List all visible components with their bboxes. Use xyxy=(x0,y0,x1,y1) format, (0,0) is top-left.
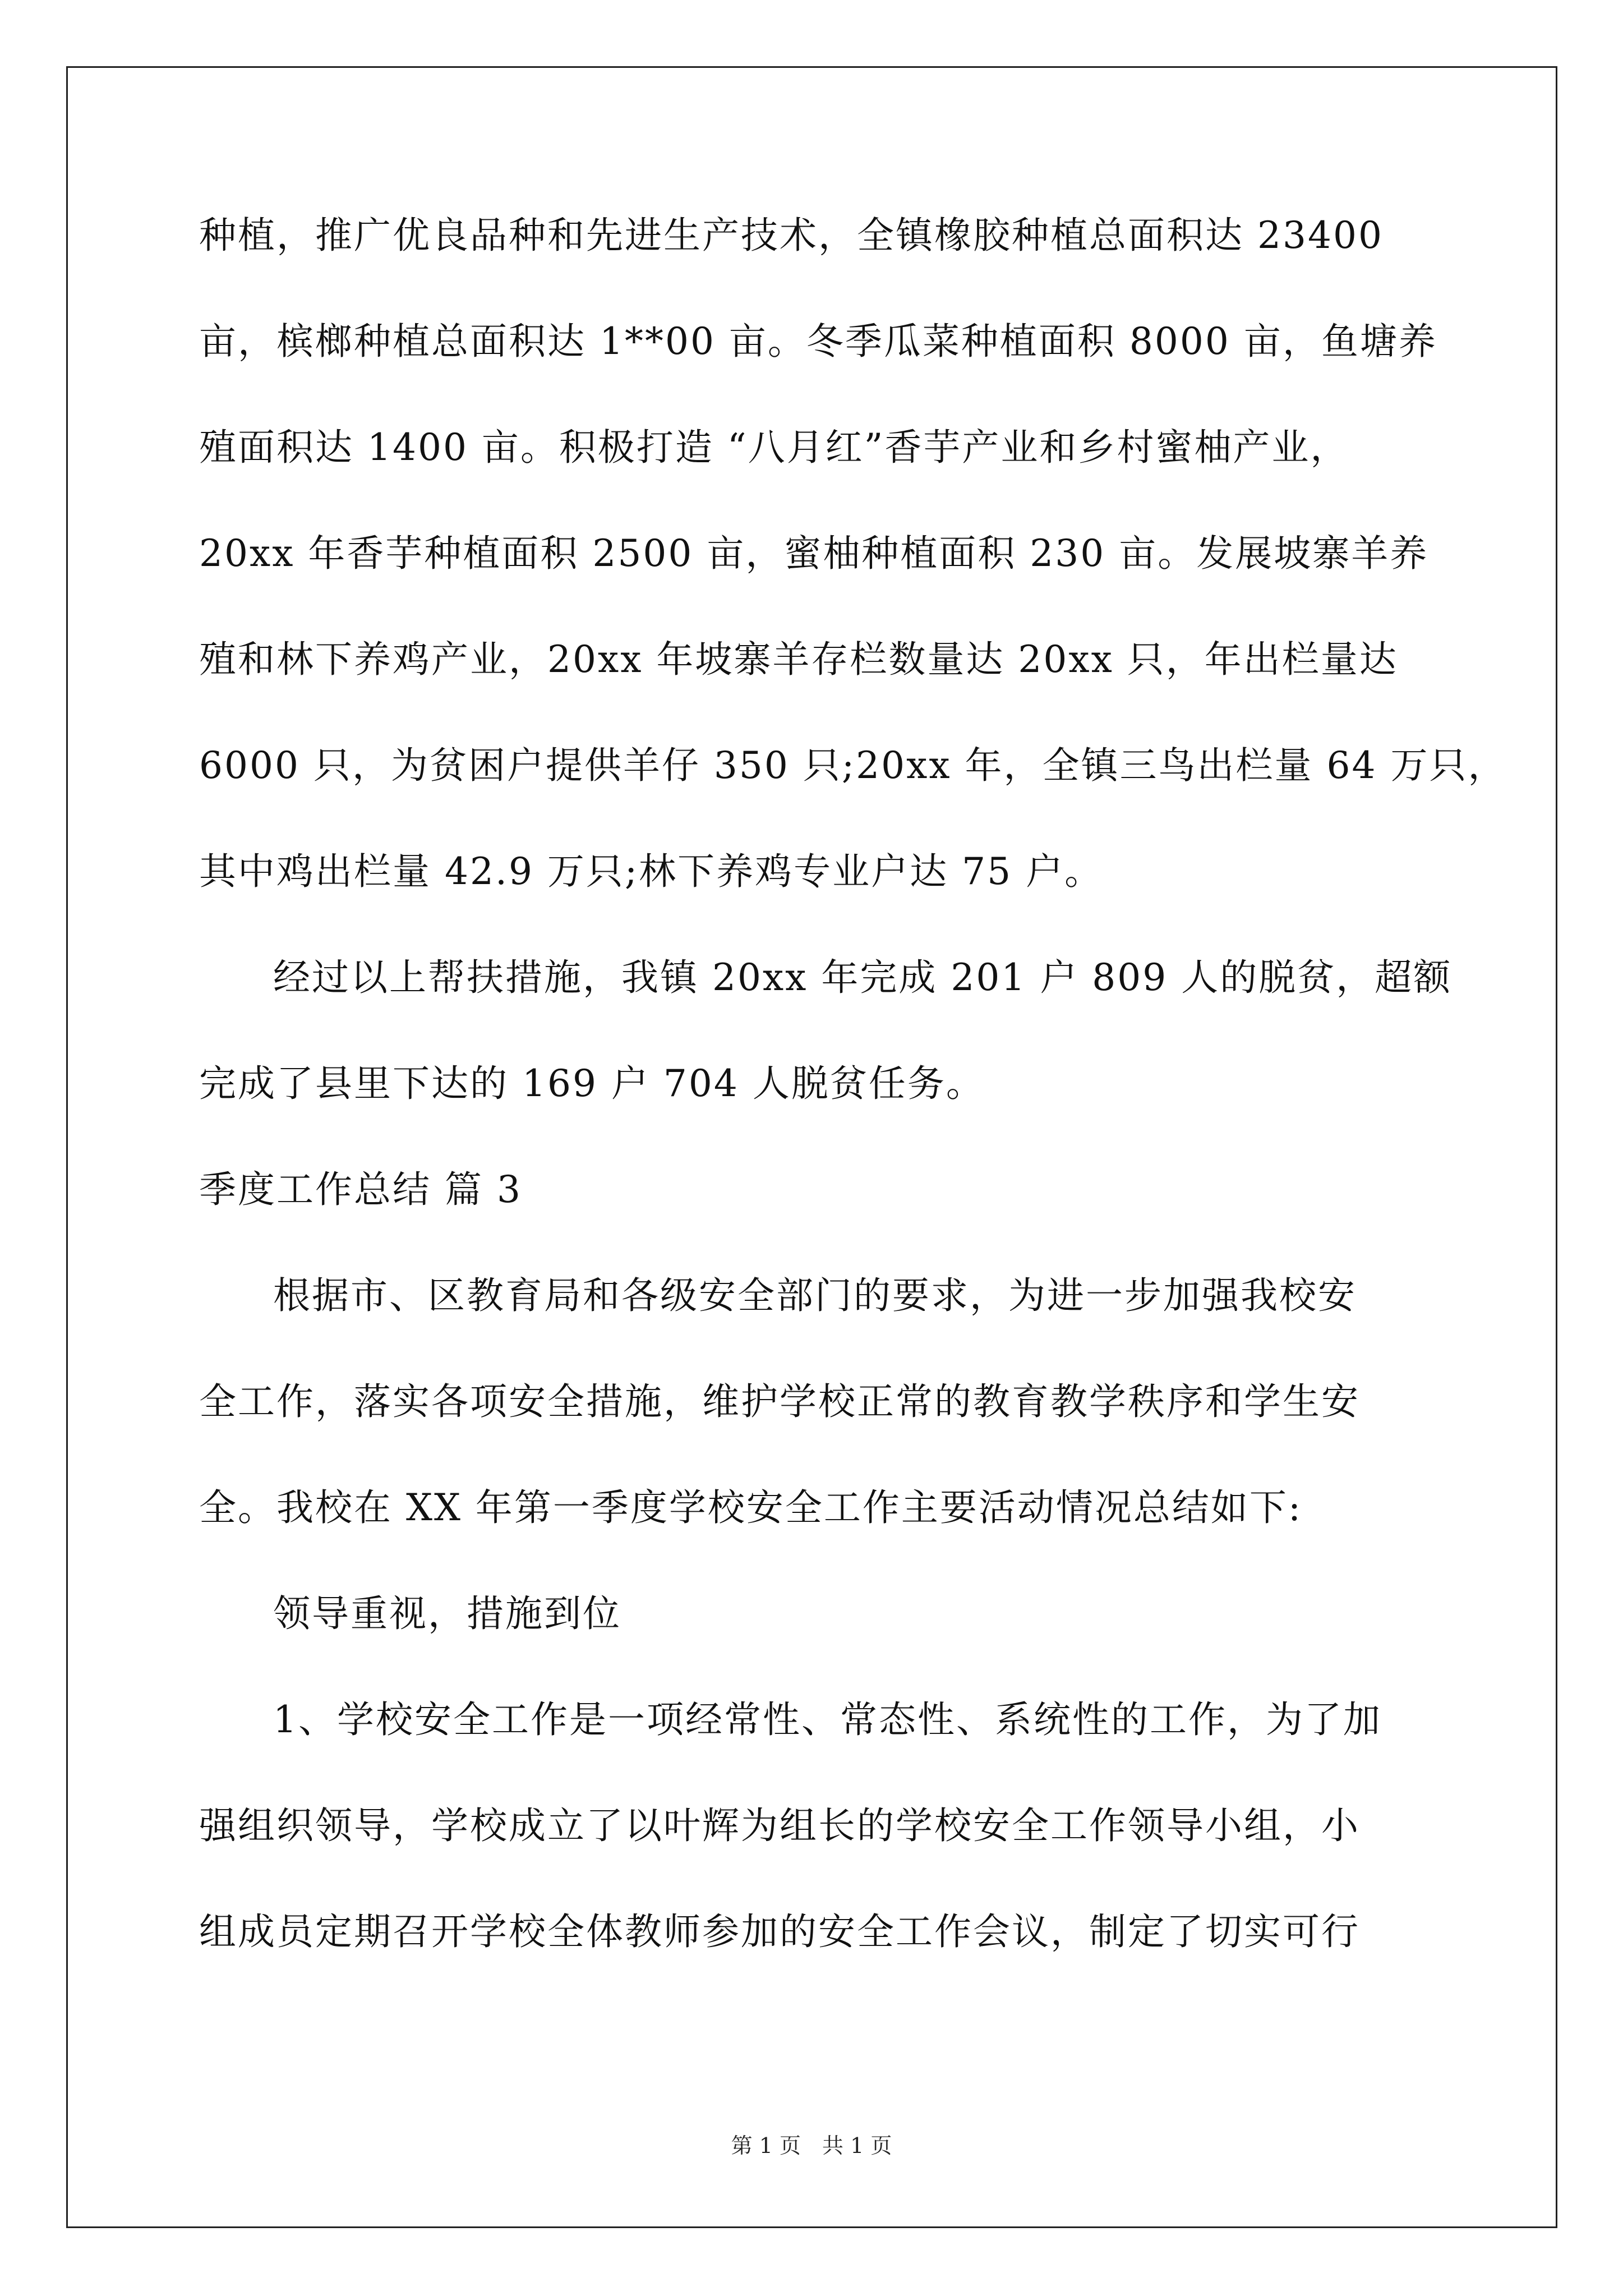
page-footer: 第 1 页 共 1 页 xyxy=(731,2133,892,2158)
text-line: 全。我校在 XX 年第一季度学校安全工作主要活动情况总结如下: xyxy=(199,1486,1303,1529)
paragraph-start-line: 1、学校安全工作是一项经常性、常态性、系统性的工作，为了加 xyxy=(273,1698,1382,1741)
paragraph-start-line: 经过以上帮扶措施，我镇 20xx 年完成 201 户 809 人的脱贫，超额 xyxy=(273,956,1453,999)
text-line: 全工作，落实各项安全措施，维护学校正常的教育教学秩序和学生安 xyxy=(199,1380,1360,1423)
text-line: 组成员定期召开学校全体教师参加的安全工作会议，制定了切实可行 xyxy=(199,1910,1360,1953)
text-line: 6000 只，为贫困户提供羊仔 350 只;20xx 年，全镇三鸟出栏量 64 万只， xyxy=(199,744,1507,787)
text-line: 20xx 年香芋种植面积 2500 亩，蜜柚种植面积 230 亩。发展坡寨羊养 xyxy=(199,532,1429,575)
text-line: 种植，推广优良品种和先进生产技术，全镇橡胶种植总面积达 23400 xyxy=(199,214,1384,257)
subheading: 领导重视，措施到位 xyxy=(273,1592,621,1635)
text-line: 殖和林下养鸡产业，20xx 年坡寨羊存栏数量达 20xx 只，年出栏量达 xyxy=(199,638,1398,681)
section-heading: 季度工作总结 篇 3 xyxy=(199,1168,522,1211)
paragraph-start-line: 根据市、区教育局和各级安全部门的要求，为进一步加强我校安 xyxy=(273,1274,1357,1317)
text-line: 殖面积达 1400 亩。积极打造 “八月红”香芋产业和乡村蜜柚产业， xyxy=(199,426,1349,469)
text-line: 其中鸡出栏量 42.9 万只;林下养鸡专业户达 75 户。 xyxy=(199,850,1104,893)
page-border xyxy=(66,66,1557,2228)
text-line: 亩，槟榔种植总面积达 1**00 亩。冬季瓜菜种植面积 8000 亩，鱼塘养 xyxy=(199,320,1437,363)
text-line: 完成了县里下达的 169 户 704 人脱贫任务。 xyxy=(199,1062,985,1105)
text-line: 强组织领导，学校成立了以叶辉为组长的学校安全工作领导小组，小 xyxy=(199,1804,1360,1847)
